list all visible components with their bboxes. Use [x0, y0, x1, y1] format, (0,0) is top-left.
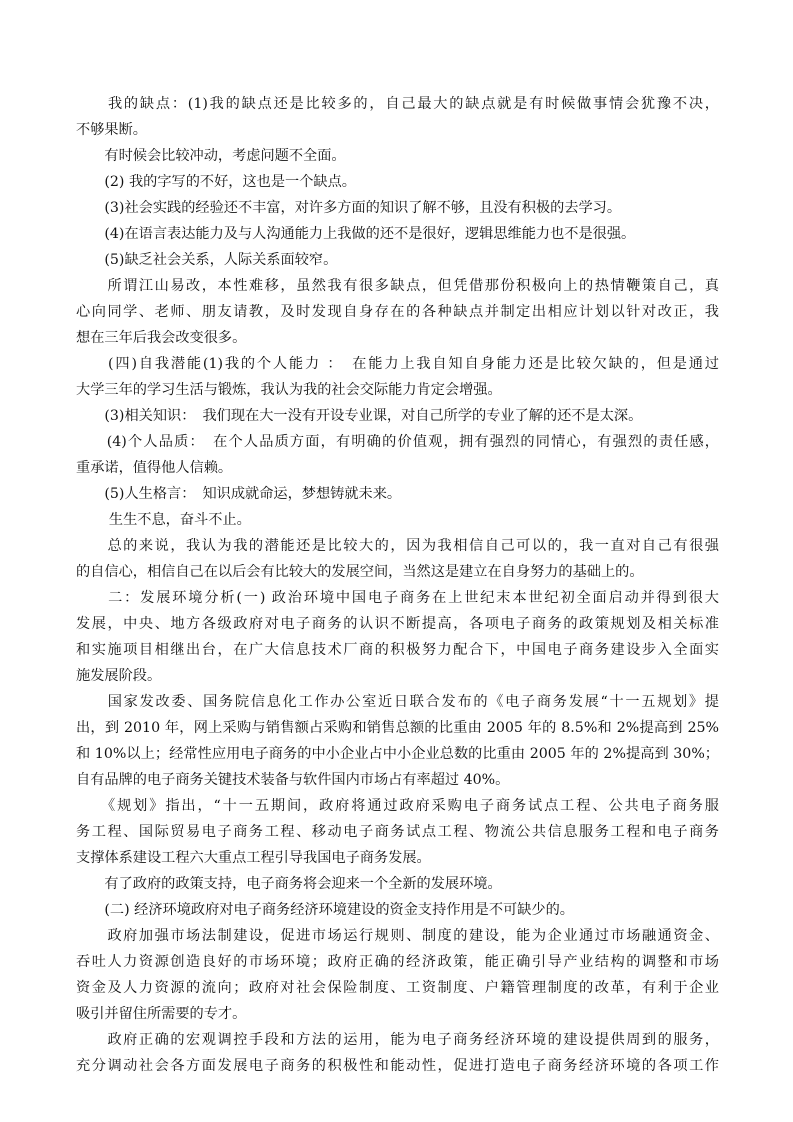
paragraph-line: 二：发展环境分析(一) 政治环境中国电子商务在上世纪末本世纪初全面启动并得到很大 — [76, 590, 719, 606]
paragraph-line: 和实施项目相继出台，在广大信息技术厂商的积极努力配合下，中国电子商务建设步入全面实 — [76, 642, 719, 658]
paragraph-line: (4)个人品质： 在个人品质方面，有明确的价值观，拥有强烈的同情心，有强烈的责任感， — [76, 434, 719, 450]
paragraph-line: (5)缺乏社会关系，人际关系面较窄。 — [76, 252, 338, 268]
paragraph-line: 有了政府的政策支持，电子商务将会迎来一个全新的发展环境。 — [76, 876, 502, 892]
paragraph-line: 总的来说，我认为我的潜能还是比较大的，因为我相信自己可以的，我一直对自己有很强 — [76, 538, 719, 554]
paragraph-line: 吸引并留住所需要的专才。 — [76, 1006, 247, 1022]
paragraph-line: (二) 经济环境政府对电子商务经济环境建设的资金支持作用是不可缺少的。 — [76, 902, 574, 918]
paragraph-line: 政府正确的宏观调控手段和方法的运用，能为电子商务经济环境的建设提供周到的服务， — [76, 1032, 719, 1048]
paragraph-line: 出，到 2010 年，网上采购与销售额占采购和销售总额的比重由 2005 年的 8.5%和 2%提高到 25% — [76, 720, 719, 736]
paragraph-line: 发展，中央、地方各级政府对电子商务的认识不断提高，各项电子商务的政策规划及相关标准 — [76, 616, 719, 632]
paragraph-line: 资金及人力资源的流向；政府对社会保险制度、工资制度、户籍管理制度的改革，有利于企业 — [76, 980, 719, 996]
paragraph-line: (3)相关知识： 我们现在大一没有开设专业课，对自己所学的专业了解的还不是太深。 — [76, 408, 643, 424]
paragraph-line: 想在三年后我会改变很多。 — [76, 330, 247, 346]
paragraph-line: 大学三年的学习生活与锻炼，我认为我的社会交际能力肯定会增强。 — [76, 382, 502, 398]
paragraph-line: (四)自我潜能(1)我的个人能力 ： 在能力上我自知自身能力还是比较欠缺的，但是通过 — [76, 356, 719, 372]
paragraph-line: 和 10%以上；经常性应用电子商务的中小企业占中小企业总数的比重由 2005 年的 2%提高到 30%； — [76, 746, 719, 762]
paragraph-line: (4)在语言表达能力及与人沟通能力上我做的还不是很好，逻辑思维能力也不是很强。 — [76, 226, 636, 242]
paragraph-line: 所谓江山易改，本性难移，虽然我有很多缺点，但凭借那份积极向上的热情鞭策自己，真 — [76, 278, 719, 294]
paragraph-line: 务工程、国际贸易电子商务工程、移动电子商务试点工程、物流公共信息服务工程和电子商务 — [76, 824, 719, 840]
paragraph-line: (2) 我的字写的不好，这也是一个缺点。 — [76, 174, 356, 190]
paragraph-line: 有时候会比较冲动，考虑问题不全面。 — [76, 148, 346, 164]
paragraph-line: 的自信心，相信自己在以后会有比较大的发展空间，当然这是建立在自身努力的基础上的。 — [76, 564, 644, 580]
paragraph-line: 《规划》指出，“十一五期间，政府将通过政府采购电子商务试点工程、公共电子商务服 — [76, 798, 719, 814]
paragraph-line: 充分调动社会各方面发展电子商务的积极性和能动性，促进打造电子商务经济环境的各项工作 — [76, 1058, 719, 1074]
paragraph-line: 心向同学、老师、朋友请教，及时发现自身存在的各种缺点并制定出相应计划以针对改正，我 — [76, 304, 719, 320]
paragraph-line: (3)社会实践的经验还不丰富，对许多方面的知识了解不够，且没有积极的去学习。 — [76, 200, 622, 216]
paragraph-line: 吞吐人力资源创造良好的市场环境；政府正确的经济政策，能正确引导产业结构的调整和市场 — [76, 954, 719, 970]
paragraph-line: 重承诺，值得他人信赖。 — [76, 460, 233, 476]
paragraph-line: 生生不息，奋斗不止。 — [76, 512, 251, 528]
paragraph-line: 国家发改委、国务院信息化工作办公室近日联合发布的《电子商务发展“十一五规划》提 — [76, 694, 719, 710]
paragraph-line: (5)人生格言： 知识成就命运，梦想铸就未来。 — [76, 486, 402, 502]
paragraph-line: 自有品牌的电子商务关键技术装备与软件国内市场占有率超过 40%。 — [76, 772, 510, 788]
paragraph-line: 我的缺点：(1)我的缺点还是比较多的，自己最大的缺点就是有时候做事情会犹豫不决， — [76, 96, 719, 112]
paragraph-line: 支撑体系建设工程六大重点工程引导我国电子商务发展。 — [76, 850, 431, 866]
paragraph-line: 施发展阶段。 — [76, 668, 162, 684]
paragraph-line: 不够果断。 — [76, 122, 147, 138]
paragraph-line: 政府加强市场法制建设，促进市场运行规则、制度的建设，能为企业通过市场融通资金、 — [76, 928, 719, 944]
